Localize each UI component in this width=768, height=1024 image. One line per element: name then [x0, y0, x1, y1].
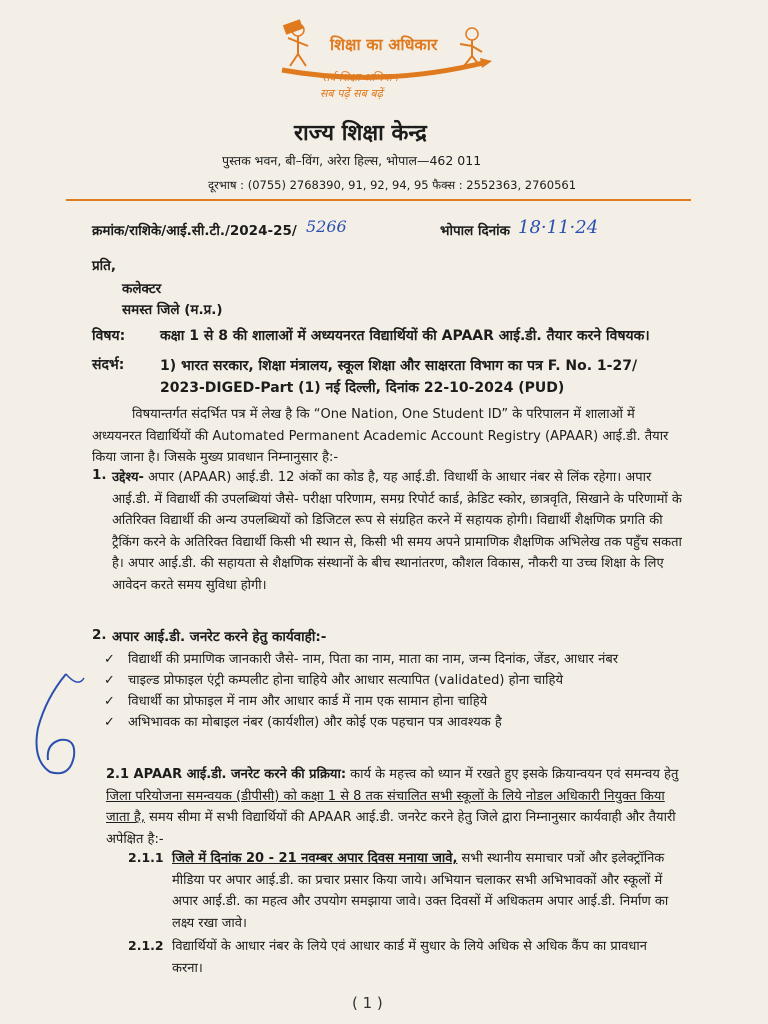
letterhead-divider — [66, 199, 691, 201]
list-item — [100, 670, 670, 691]
section-1-heading: उद्देश्य- — [112, 470, 144, 485]
date-handwritten: 18·11·24 — [518, 217, 599, 238]
organization-name: राज्य शिक्षा केन्द्र — [294, 121, 427, 146]
organization-phone: दूरभाष : (0755) 2768390, 91, 92, 94, 95 फैक्स : 2552363, 2760561 — [208, 178, 577, 192]
reference-number: क्रमांक/राशिके/आई.सी.टी./2024-25/ — [92, 223, 297, 239]
reference-number-handwritten: 5266 — [306, 217, 347, 236]
section-2-number: 2. — [92, 627, 107, 643]
section-2-1-text-b: समय सीमा में सभी विद्यार्थियों की APAAR आई.डी. जनरेट करने हेतु जिले द्वारा निम्नानुसार कार्यवाही और तैयारी अपेक्षित है:- — [106, 810, 676, 847]
section-2-1-1-number: 2.1.1 — [128, 850, 164, 865]
intro-paragraph: विषयान्तर्गत संदर्भित पत्र में लेख है कि “One Nation, One Student ID” के परिपालन में शालाओं में अध्ययनरत विद्यार्थियों की Automated Permanent Academic Account Registry (APAAR) आई.डी. तैयार किया जाना है। जिसके मुख्य प्रावधान निम्नानुसार है:- — [92, 407, 669, 465]
list-item-text: अभिभावक का मोबाइल नंबर (कार्यशील) और कोई एक पहचान पत्र आवश्यक है — [128, 715, 502, 730]
section-2-1-1-text: सभी स्थानीय समाचार पत्रों और इलेक्ट्रॉनिक मीडिया पर अपार आई.डी. का प्रचार प्रसार किया जाये। अभियान चलाकर सभी अभिभावकों और स्कूलों में अपार आई.डी. का महत्व और उपयोग समझाया जावे। उक्त दिवसों में अधिकतम अपार आई.डी. निर्माण का लक्ष्य रखा जावे। — [172, 851, 669, 931]
addressee-line-1: कलेक्टर — [122, 281, 162, 297]
section-2-1-text-a: कार्य के महत्त्व को ध्यान में रखते हुए इसके क्रियान्वयन एवं समन्वय हेतु — [346, 767, 679, 782]
requirements-list — [100, 649, 670, 733]
section-1-text: अपार (APAAR) आई.डी. 12 अंकों का कोड है, यह आई.डी. विधार्थी के आधार नंबर से लिंक रहेगा। अपार आई.डी. में विद्यार्थी की उपलब्धियां जैसे- परीक्षा परिणाम, समग्र रिपोर्ट कार्ड, क्रेडिट स्कोर, छात्रवृति, सिखाने के परिणामों के अतिरिक्त विद्यार्थी की अन्य उपलब्धियों को डिजिटल रूप से संग्रहित करने में सहायक होगी। विद्यार्थी शैक्षणिक प्रगति की ट्रैकिंग करने के अतिरिक्त विद्यार्थी किसी भी स्थान से, किसी भी समय अपने प्रामाणिक शैक्षणिक अभिलेख तक पहुँच सकता है। अपार आई.डी. की सहायता से शैक्षणिक संस्थानों के बीच स्थानांतरण, कौशल विकास, नौकरी या उच्च शिक्षा के लिए आवेदन करते समय सुविधा होगी। — [112, 470, 682, 593]
section-2-1-2-paragraph: विद्यार्थियों के आधार नंबर के लिये एवं आधार कार्ड में सुधार के लिये अधिक से अधिक कैंप का प्रावधान करना। — [172, 939, 647, 976]
organization-address: पुस्तक भवन, बी–विंग, अरेरा हिल्स, भोपाल—462 011 — [222, 153, 482, 168]
section-2-1-2-number: 2.1.2 — [128, 938, 164, 953]
list-item — [100, 649, 670, 670]
section-2-1-paragraph — [106, 764, 682, 850]
page-number: ( 1 ) — [352, 994, 383, 1012]
reference-text: 1) भारत सरकार, शिक्षा मंत्रालय, स्कूल शिक्षा और साक्षरता विभाग का पत्र F. No. 1-27/ 2023-DIGED-Part (1) नई दिल्ली, दिनांक 22-10-2024 (PUD) — [160, 358, 638, 396]
logo-tagline-2: सब पढ़ें सब बढ़ें — [320, 87, 383, 100]
checkmark-icon: ✓ — [104, 673, 115, 688]
subject-label: विषय: — [92, 328, 126, 344]
section-1-number: 1. — [92, 467, 107, 483]
to-label: प्रति, — [92, 258, 117, 274]
section-2-1-heading: 2.1 APAAR आई.डी. जनरेट करने की प्रक्रिया: — [106, 767, 347, 782]
section-2-1-1-bold: जिले में दिनांक 20 - 21 नवम्बर अपार दिवस मनाया जावे, — [172, 851, 458, 866]
margin-scribble-icon — [26, 668, 90, 780]
checkmark-icon: ✓ — [104, 652, 115, 667]
list-item-text: विद्यार्थी की प्रमाणिक जानकारी जैसे- नाम, पिता का नाम, माता का नाम, जन्म दिनांक, जेंडर, आधार नंबर — [128, 652, 619, 667]
list-item — [100, 712, 670, 733]
reference-label: संदर्भ: — [92, 357, 125, 373]
checkmark-icon: ✓ — [104, 694, 115, 709]
addressee-line-2: समस्त जिले (म.प्र.) — [122, 302, 223, 318]
logo-title: शिक्षा का अधिकार — [330, 35, 438, 54]
section-2-1-text-underlined: जिला परियोजना समन्वयक (डीपीसी) को कक्षा 1 से 8 तक संचालित सभी स्कूलों के लिये नोडल अधिकारी नियुक्त किया जाता है, — [106, 788, 665, 825]
section-1-paragraph — [112, 467, 684, 596]
section-2-heading: अपार आई.डी. जनरेट करने हेतु कार्यवाही:- — [112, 629, 327, 645]
logo-tagline-1: सर्व शिक्षा अभियान — [322, 71, 398, 84]
list-item-text: विधार्थी का प्रोफाइल में नाम और आधार कार्ड में नाम एक सामान होना चाहिये — [128, 694, 488, 709]
date-label: भोपाल दिनांक — [440, 223, 511, 239]
subject-text: कक्षा 1 से 8 की शालाओं में अध्ययनरत विद्यार्थियों की APAAR आई.डी. तैयार करने विषयक। — [160, 328, 650, 344]
list-item-text: चाइल्ड प्रोफाइल एंट्री कम्पलीट होना चाहिये और आधार सत्यापित (validated) होना चाहिये — [128, 673, 563, 688]
checkmark-icon: ✓ — [104, 715, 115, 730]
section-2-1-1-paragraph — [172, 848, 680, 934]
list-item — [100, 691, 670, 712]
